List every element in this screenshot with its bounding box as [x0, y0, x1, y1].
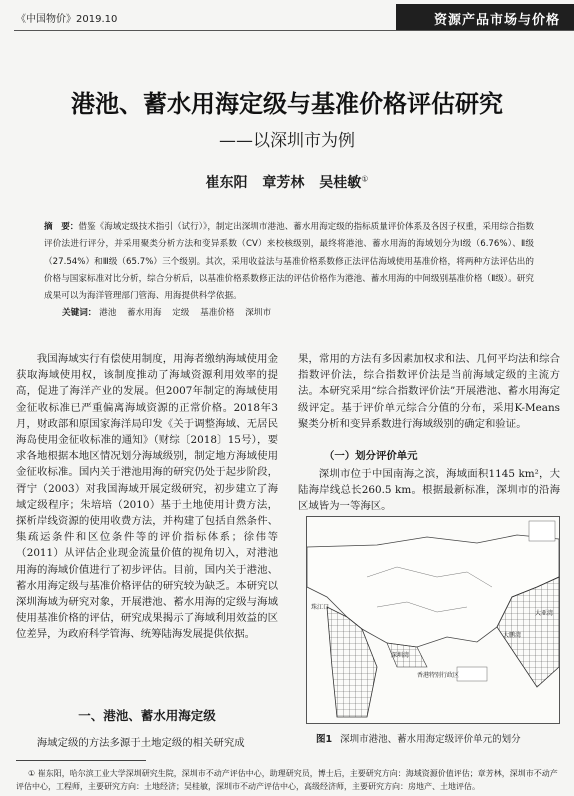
section-paragraph: 海域定级的方法多源于土地定级的相关研究成: [36, 737, 245, 749]
section-heading: 一、港池、蓄水用海定级: [78, 708, 216, 723]
abstract: [44, 219, 534, 305]
region-paragraph: 深圳市位于中国南海之滨，海域面积1145 km²，大陆海岸线总长260.5 km。根据最新标准，深圳市的沿海区域皆为一等海区。: [298, 468, 560, 513]
header-rule: [14, 30, 574, 31]
right-column-lower: [298, 466, 560, 515]
figure-number: 图1: [316, 734, 333, 745]
figure-caption-text: 深圳市港池、蓄水用海定级评价单元的划分: [340, 734, 521, 745]
author-name: 崔东阳: [205, 175, 248, 191]
figure-map: [306, 516, 560, 724]
intro-paragraph: 我国海域实行有偿使用制度，用海者缴纳海域使用金获取海域使用权，该制度推动了海域资源利用效率的提高，促进了海洋产业的发展。但2007年制定的海域使用金征收标准已严重偏离海域资源的正常价格。2018年3月，财政部和原国家海洋局印发《关于调整海域、无居民海岛使用金征收标准的通知》（财综〔2018〕15号），要求各地根据本地区情况划分海域级别，制定地方海域使用金征收标准。国内关于港池用海的研究仍处于起步阶段，胥宁（2003）对我国海域开展定级研究，初步建立了海域定级程序；朱培培（2010）基于土地使用计费方法，探析岸线资源的使用收费方法，并构建了包括自然条件、集疏运条件和区位条件等的评价指标体系；徐伟等（2011）从评估企业现金流量价值的视角切入，对港池用海的海域价值进行了初步评估。目前，国内关于港池、蓄水用海定级与基准价格评估的研究较为缺乏。本研究以深圳海域为研究对象，开展港池、蓄水用海的定级与海域使用基准价格的评估，研究成果揭示了海域利用效益的区位差异，为政府科学管海、统筹陆海发展提供依据。: [16, 353, 278, 641]
section-title: 资源产品市场与价格: [433, 13, 560, 28]
footnote-mark: ①: [361, 174, 369, 184]
map-inset-box: [457, 667, 487, 681]
right-column: [298, 351, 560, 432]
left-column: [16, 351, 278, 643]
method-paragraph: 果，常用的方法有多因素加权求和法、几何平均法和综合指数评价法，综合指数评价法是当前海域定级的主流方法。本研究采用“综合指数评价法”开展港池、蓄水用海定级评定。基于评价单元综合分值的分布，采用K-Means聚类分析和变异系数进行海域级别的确定和验证。: [298, 353, 560, 430]
footnote-rule: [16, 760, 146, 761]
map-graphic: [307, 517, 559, 723]
author-name: 章芳林: [262, 175, 305, 191]
map-label: 深圳湾: [391, 652, 410, 659]
keyword: 定级: [172, 308, 190, 318]
author-name: 吴桂敏: [319, 175, 362, 191]
keywords-label: 关键词：: [62, 308, 97, 318]
keyword: 蓄水用海: [127, 308, 162, 318]
map-label: 珠江口: [311, 604, 330, 611]
keyword: 深圳市: [245, 308, 272, 318]
keyword: 港池: [99, 308, 117, 318]
keywords: [62, 306, 279, 318]
abstract-text: 借鉴《海域定级技术指引（试行）》，制定出深圳市港池、蓄水用海定级的指标质量评价体系及各因子权重，采用综合指数评价法进行评分，并采用聚类分析方法和变异系数（CV）来校核级别，最终将港池、蓄水用海的海域划分为Ⅰ级（6.76%）、Ⅱ级（27.54%）和Ⅲ级（65.7%）三个级别。其次，采用收益法与基准价格系数修正法评估海域使用基准价格，将两种方法评估出的价格与国家标准对比分析，综合分析后，以基准价格系数修正法的评估价格作为港池、蓄水用海的中间级别基准价格（Ⅱ级）。研究成果可以为海洋管理部门管海、用海提供科学依据。: [44, 222, 534, 302]
map-legend-box: [529, 521, 555, 541]
article-title: 港池、蓄水用海定级与基准价格评估研究: [71, 90, 503, 118]
journal-issue: 《中国物价》2019.10: [16, 14, 118, 25]
map-label: 大鹏湾: [503, 632, 522, 639]
keyword: 基准价格: [200, 308, 235, 318]
article-subtitle: ——以深圳市为例: [219, 131, 355, 151]
map-label: 大亚湾: [535, 610, 554, 617]
subsection-heading: （一）划分评价单元: [324, 450, 418, 462]
map-label: 香港特别行政区: [417, 672, 460, 679]
author-list: [0, 172, 574, 192]
author-footnote: ① 崔东阳，哈尔滨工业大学深圳研究生院，深圳市不动产评估中心，助理研究员，博士后，主要研究方向：海域资源价值评估；章芳林，深圳市不动产评估中心，工程师，主要研究方向：土地经济；吴桂敏，深圳市不动产评估中心，高级经济师，主要研究方向：房地产、土地评估。: [16, 769, 558, 791]
abstract-label: 摘 要：: [44, 222, 79, 232]
figure-caption: [316, 731, 521, 745]
